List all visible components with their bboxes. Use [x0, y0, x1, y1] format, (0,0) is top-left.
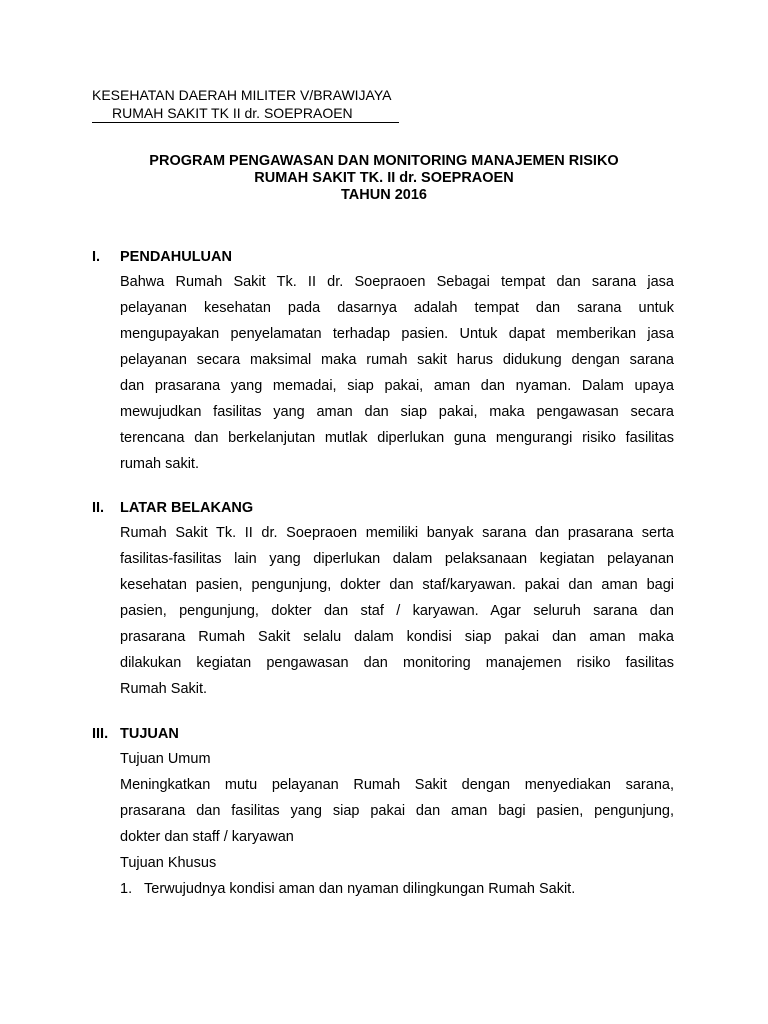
body-line: fasilitas-fasilitas lain yang diperlukan dalam pelaksanaan kegiatan pelayanan: [120, 551, 674, 567]
section-body: [120, 520, 674, 702]
section-title: LATAR BELAKANG: [120, 500, 254, 516]
letterhead: [92, 86, 399, 123]
body-line: Bahwa Rumah Sakit Tk. II dr. Soepraoen Sebagai tempat dan sarana jasa: [120, 274, 674, 290]
section-title: PENDAHULUAN: [120, 249, 232, 265]
letterhead-hospital: RUMAH SAKIT TK II dr. SOEPRAOEN: [92, 104, 399, 123]
title-line-3: TAHUN 2016: [341, 187, 427, 203]
document-title: [0, 153, 768, 204]
section-number: III.: [92, 726, 109, 742]
subheading-tujuan-umum: Tujuan Umum: [120, 751, 211, 767]
title-line-2: RUMAH SAKIT TK. II dr. SOEPRAOEN: [254, 170, 514, 186]
section-number: II.: [92, 500, 105, 516]
body-line: prasarana dan fasilitas yang siap pakai dan aman bagi pasien, pengunjung,: [120, 803, 674, 819]
body-line: Rumah Sakit Tk. II dr. Soepraoen memiliki banyak sarana dan prasarana serta: [120, 525, 674, 541]
body-line: pasien, pengunjung, dokter dan staf / karyawan. Agar seluruh sarana dan: [120, 603, 674, 619]
section-tujuan: [92, 725, 674, 902]
section-heading: [92, 499, 674, 517]
body-line: pelayanan secara maksimal maka rumah sakit harus didukung dengan sarana: [120, 352, 674, 368]
section-number: I.: [92, 249, 101, 265]
subheading-tujuan-khusus: Tujuan Khusus: [120, 855, 217, 871]
body-line: prasarana Rumah Sakit selalu dalam kondisi siap pakai dan aman maka: [120, 629, 674, 645]
letterhead-organization: KESEHATAN DAERAH MILITER V/BRAWIJAYA: [92, 87, 392, 103]
body-line: dokter dan staff / karyawan: [120, 829, 294, 845]
body-line: mewujudkan fasilitas yang aman dan siap pakai, maka pengawasan secara: [120, 404, 674, 420]
body-line: kesehatan pasien, pengunjung, dokter dan staf/karyawan. pakai dan aman bagi: [120, 577, 674, 593]
body-line: Rumah Sakit.: [120, 681, 208, 697]
section-heading: [92, 248, 674, 266]
body-line: mengupayakan penyelamatan terhadap pasien. Untuk dapat memberikan jasa: [120, 326, 674, 342]
section-body: [120, 269, 674, 477]
title-line-1: PROGRAM PENGAWASAN DAN MONITORING MANAJEMEN RISIKO: [149, 153, 619, 169]
section-title: TUJUAN: [120, 726, 179, 742]
body-line: dilakukan kegiatan pengawasan dan monitoring manajemen risiko fasilitas: [120, 655, 674, 671]
section-heading: [92, 725, 674, 743]
list-text: Terwujudnya kondisi aman dan nyaman dilingkungan Rumah Sakit.: [144, 881, 576, 897]
body-line: Meningkatkan mutu pelayanan Rumah Sakit dengan menyediakan sarana,: [120, 777, 674, 793]
body-line: pelayanan kesehatan pada dasarnya adalah tempat dan sarana untuk: [120, 300, 674, 316]
section-latar-belakang: [92, 499, 674, 702]
body-line: rumah sakit.: [120, 456, 199, 472]
list-number: 1.: [120, 881, 133, 897]
list-item: [120, 876, 674, 902]
body-line: dan prasarana yang memadai, siap pakai, aman dan nyaman. Dalam upaya: [120, 378, 674, 394]
section-body: [120, 746, 674, 902]
section-pendahuluan: [92, 248, 674, 477]
body-line: terencana dan berkelanjutan mutlak diperlukan guna mengurangi risiko fasilitas: [120, 430, 674, 446]
